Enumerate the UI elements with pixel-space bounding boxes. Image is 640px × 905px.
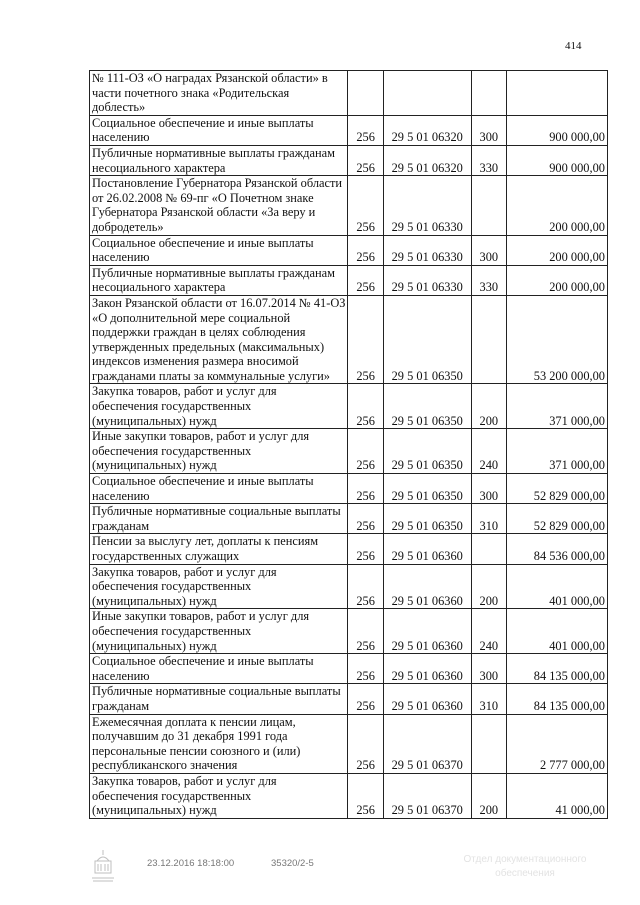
row-name: Публичные нормативные выплаты гражданам несоциального характера xyxy=(90,145,348,175)
table-row xyxy=(90,145,608,175)
row-name: Закупка товаров, работ и услуг для обеспечения государственных (муниципальных) нужд xyxy=(90,384,348,429)
table-row xyxy=(90,474,608,504)
row-name: Иные закупки товаров, работ и услуг для обеспечения государственных (муниципальных) нужд xyxy=(90,609,348,654)
table-row xyxy=(90,384,608,429)
row-ved-code: 256 xyxy=(348,609,383,654)
table-row xyxy=(90,115,608,145)
row-target-code: 29 5 01 06370 xyxy=(383,714,471,773)
row-ved-code: 256 xyxy=(348,654,383,684)
row-name: Закупка товаров, работ и услуг для обеспечения государственных (муниципальных) нужд xyxy=(90,773,348,818)
row-amount: 200 000,00 xyxy=(506,235,607,265)
page-number: 414 xyxy=(565,40,582,52)
row-expense-type: 240 xyxy=(471,429,506,474)
row-expense-type: 310 xyxy=(471,684,506,714)
row-target-code: 29 5 01 06320 xyxy=(383,115,471,145)
watermark xyxy=(450,853,600,881)
table-row xyxy=(90,714,608,773)
row-expense-type: 300 xyxy=(471,474,506,504)
table-row xyxy=(90,176,608,235)
row-target-code: 29 5 01 06350 xyxy=(383,504,471,534)
row-expense-type xyxy=(471,176,506,235)
row-target-code: 29 5 01 06350 xyxy=(383,295,471,384)
row-amount: 53 200 000,00 xyxy=(506,295,607,384)
row-amount: 401 000,00 xyxy=(506,564,607,609)
row-target-code: 29 5 01 06360 xyxy=(383,684,471,714)
table-row xyxy=(90,684,608,714)
row-target-code: 29 5 01 06350 xyxy=(383,384,471,429)
row-amount: 2 777 000,00 xyxy=(506,714,607,773)
row-amount: 401 000,00 xyxy=(506,609,607,654)
row-ved-code: 256 xyxy=(348,534,383,564)
row-name: Социальное обеспечение и иные выплаты населению xyxy=(90,654,348,684)
row-name: № 111-ОЗ «О наградах Рязанской области» в части почетного знака «Родительская доблесть» xyxy=(90,71,348,116)
table-row xyxy=(90,654,608,684)
row-ved-code: 256 xyxy=(348,265,383,295)
row-ved-code: 256 xyxy=(348,235,383,265)
row-target-code: 29 5 01 06360 xyxy=(383,609,471,654)
table-row xyxy=(90,534,608,564)
table-row xyxy=(90,235,608,265)
row-name: Социальное обеспечение и иные выплаты населению xyxy=(90,474,348,504)
row-ved-code: 256 xyxy=(348,384,383,429)
row-ved-code: 256 xyxy=(348,564,383,609)
row-amount: 900 000,00 xyxy=(506,115,607,145)
row-expense-type: 200 xyxy=(471,384,506,429)
row-target-code: 29 5 01 06350 xyxy=(383,429,471,474)
row-amount: 371 000,00 xyxy=(506,429,607,474)
table-row xyxy=(90,773,608,818)
row-amount: 52 829 000,00 xyxy=(506,504,607,534)
row-name: Публичные нормативные социальные выплаты гражданам xyxy=(90,504,348,534)
footer-doc-code: 35320/2-5 xyxy=(271,858,314,869)
row-target-code: 29 5 01 06320 xyxy=(383,145,471,175)
row-expense-type xyxy=(471,714,506,773)
row-name: Ежемесячная доплата к пенсии лицам, получавшим до 31 декабря 1991 года персональные пенсии союзного и (или) республиканского значения xyxy=(90,714,348,773)
row-amount: 84 135 000,00 xyxy=(506,684,607,714)
table-row xyxy=(90,429,608,474)
table-row xyxy=(90,265,608,295)
row-ved-code: 256 xyxy=(348,176,383,235)
row-expense-type: 240 xyxy=(471,609,506,654)
row-name: Публичные нормативные социальные выплаты гражданам xyxy=(90,684,348,714)
row-target-code: 29 5 01 06330 xyxy=(383,265,471,295)
row-amount: 371 000,00 xyxy=(506,384,607,429)
row-ved-code: 256 xyxy=(348,145,383,175)
row-target-code: 29 5 01 06360 xyxy=(383,564,471,609)
row-name: Социальное обеспечение и иные выплаты населению xyxy=(90,235,348,265)
budget-table xyxy=(89,70,608,819)
row-amount: 84 135 000,00 xyxy=(506,654,607,684)
row-expense-type xyxy=(471,534,506,564)
row-amount xyxy=(506,71,607,116)
row-ved-code: 256 xyxy=(348,504,383,534)
watermark-line-1: Отдел документационного xyxy=(463,854,587,865)
row-target-code: 29 5 01 06360 xyxy=(383,534,471,564)
row-target-code: 29 5 01 06330 xyxy=(383,176,471,235)
row-amount: 52 829 000,00 xyxy=(506,474,607,504)
row-name: Постановление Губернатора Рязанской области от 26.02.2008 № 69-пг «О Почетном знаке Губернатора Рязанской области «За веру и добродетель» xyxy=(90,176,348,235)
row-name: Закупка товаров, работ и услуг для обеспечения государственных (муниципальных) нужд xyxy=(90,564,348,609)
row-expense-type xyxy=(471,71,506,116)
row-name: Пенсии за выслугу лет, доплаты к пенсиям государственных служащих xyxy=(90,534,348,564)
footer-datetime: 23.12.2016 18:18:00 xyxy=(147,858,235,869)
row-amount: 200 000,00 xyxy=(506,176,607,235)
row-amount: 84 536 000,00 xyxy=(506,534,607,564)
table-row xyxy=(90,71,608,116)
row-expense-type: 300 xyxy=(471,115,506,145)
row-target-code: 29 5 01 06330 xyxy=(383,235,471,265)
row-amount: 41 000,00 xyxy=(506,773,607,818)
building-stamp-icon xyxy=(90,848,116,884)
table-row xyxy=(90,609,608,654)
watermark-line-2: обеспечения xyxy=(495,868,555,879)
row-expense-type: 300 xyxy=(471,654,506,684)
row-name: Иные закупки товаров, работ и услуг для обеспечения государственных (муниципальных) нужд xyxy=(90,429,348,474)
budget-table-body xyxy=(90,71,608,819)
row-name: Публичные нормативные выплаты гражданам несоциального характера xyxy=(90,265,348,295)
row-ved-code: 256 xyxy=(348,474,383,504)
row-target-code: 29 5 01 06350 xyxy=(383,474,471,504)
row-expense-type xyxy=(471,295,506,384)
row-ved-code: 256 xyxy=(348,714,383,773)
row-expense-type: 330 xyxy=(471,265,506,295)
row-name: Закон Рязанской области от 16.07.2014 № 41-ОЗ «О дополнительной мере социальной поддержки граждан в целях соблюдения утвержденных предельных (максимальных) индексов изменения размера вносимой гражданами платы за коммунальные услуги» xyxy=(90,295,348,384)
row-ved-code: 256 xyxy=(348,295,383,384)
row-target-code: 29 5 01 06360 xyxy=(383,654,471,684)
table-row xyxy=(90,295,608,384)
row-expense-type: 330 xyxy=(471,145,506,175)
row-ved-code: 256 xyxy=(348,115,383,145)
table-row xyxy=(90,504,608,534)
row-name: Социальное обеспечение и иные выплаты населению xyxy=(90,115,348,145)
row-expense-type: 310 xyxy=(471,504,506,534)
row-ved-code: 256 xyxy=(348,773,383,818)
row-target-code xyxy=(383,71,471,116)
table-row xyxy=(90,564,608,609)
row-expense-type: 300 xyxy=(471,235,506,265)
row-ved-code: 256 xyxy=(348,684,383,714)
row-ved-code xyxy=(348,71,383,116)
row-ved-code: 256 xyxy=(348,429,383,474)
row-amount: 900 000,00 xyxy=(506,145,607,175)
row-expense-type: 200 xyxy=(471,564,506,609)
row-target-code: 29 5 01 06370 xyxy=(383,773,471,818)
row-expense-type: 200 xyxy=(471,773,506,818)
row-amount: 200 000,00 xyxy=(506,265,607,295)
